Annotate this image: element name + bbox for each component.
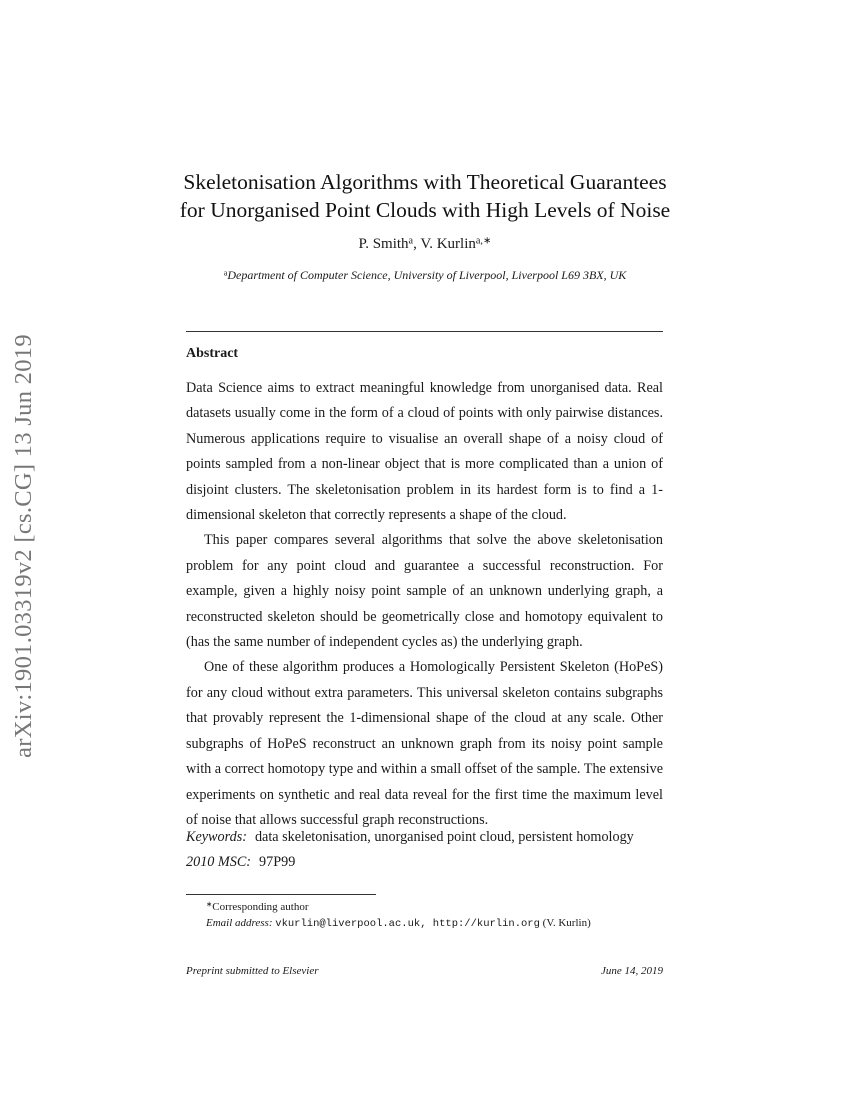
footnote-mark: ∗: [206, 899, 213, 909]
keywords-block: [186, 825, 666, 876]
keywords-text: data skeletonisation, unorganised point cloud, persistent homology: [254, 829, 634, 845]
footnote: [206, 899, 591, 932]
keywords-label: Keywords:: [186, 829, 247, 845]
author-list: [150, 236, 700, 253]
abstract-heading: Abstract: [186, 346, 239, 361]
footnote-text: Corresponding author: [212, 901, 309, 913]
arxiv-identifier-text: arXiv:1901.03319v2 [cs.CG] 13 Jun 2019: [10, 334, 38, 758]
footnote-email: [206, 915, 591, 932]
email-label: Email address:: [206, 917, 273, 929]
abstract-top-rule: [186, 331, 663, 332]
affiliation-text: Department of Computer Science, University of Liverpool, Liverpool L69 3BX, UK: [227, 268, 627, 282]
abstract-paragraph: Data Science aims to extract meaningful knowledge from unorganised data. Real datasets usually come in the form of a cloud of points with only pairwise distances. Numerous applications require to visualise an overall shape of a noisy cloud of points sampled from a non-linear object that is more complicated than a union of disjoint clusters. The skeletonisation problem in its hardest form is to find a 1-dimensional skeleton that correctly represents a shape of the cloud.: [186, 380, 663, 524]
email-owner: (V. Kurlin): [539, 917, 591, 929]
footer-date: June 14, 2019: [600, 965, 663, 977]
author-separator: ,: [413, 236, 421, 252]
abstract-paragraph: One of these algorithm produces a Homologically Persistent Skeleton (HoPeS) for any cloud without extra parameters. This universal skeleton contains subgraphs that provably represent the 1-dimensional shape of the cloud at any scale. Other subgraphs of HoPeS reconstruct an unknown graph from its noisy point sample with a correct homotopy type and within a small offset of the sample. The extensive experiments on synthetic and real data reveal for the first time the maximum level of noise that allows successful graph reconstructions.: [186, 659, 663, 828]
paper-title: [150, 168, 700, 224]
msc-code: 97P99: [259, 854, 296, 871]
footnote-corresponding: [206, 899, 591, 915]
msc-label: 2010 MSC:: [186, 854, 252, 871]
title-line-2: for Unorganised Point Clouds with High Levels of Noise: [179, 198, 671, 222]
email-address-link[interactable]: vkurlin@liverpool.ac.uk, http://kurlin.org: [275, 918, 540, 930]
arxiv-identifier-stamp: [2, 296, 46, 796]
page-footer: [186, 965, 663, 977]
footnote-rule: [186, 894, 376, 895]
abstract-body: [186, 376, 663, 833]
abstract-paragraph: This paper compares several algorithms that solve the above skeletonisation problem for any point cloud and guarantee a successful reconstruction. For example, given a highly noisy point sample of an unknown underlying graph, a reconstructed skeleton should be geometrically close and homotopy equivalent to (has the same number of independent cycles as) the underlying graph.: [186, 532, 663, 651]
keywords-line: [186, 825, 666, 850]
title-line-1: Skeletonisation Algorithms with Theoretical Guarantees: [183, 170, 667, 194]
author-affiliation-mark: a,∗: [475, 235, 492, 247]
affiliation-mark: a: [223, 268, 228, 278]
affiliation: [150, 268, 700, 283]
author-name: V. Kurlin: [420, 236, 476, 252]
author-affiliation-mark: a: [408, 235, 414, 247]
footer-preprint-note: Preprint submitted to Elsevier: [186, 965, 319, 977]
msc-line: [186, 850, 666, 875]
author-name: P. Smith: [358, 236, 409, 252]
